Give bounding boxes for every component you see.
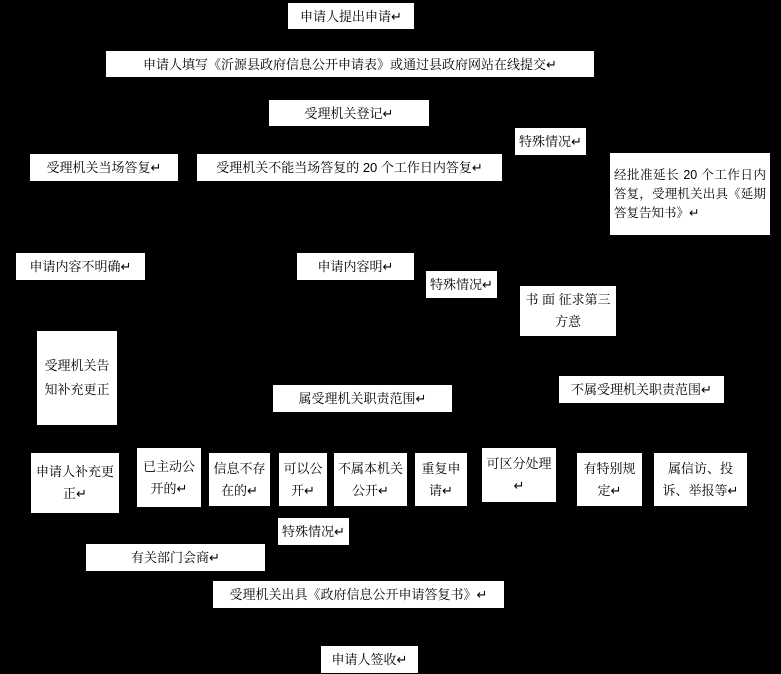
node-outside-agency-duty: 不属受理机关职责范围↵ [558,375,725,404]
node-within-agency-duty: 属受理机关职责范围↵ [272,384,453,413]
node-reply-on-site: 受理机关当场答复↵ [29,153,179,182]
node-consult-departments: 有关部门会商↵ [85,543,266,572]
node-reply-in-20-workdays: 受理机关不能当场答复的 20 个工作日内答复↵ [196,153,503,182]
node-fill-application-form: 申请人填写《沂源县政府信息公开申请表》或通过县政府网站在线提交↵ [105,50,595,78]
node-already-public: 已主动公开的↵ [136,447,202,508]
node-approved-extension-notice: 经批准延长 20 个工作日内答复，受理机关出具《延期答复告知书》↵ [609,152,771,236]
node-applicant-sign-receipt: 申请人签收↵ [320,645,419,674]
node-notify-supplement-correct: 受理机关告知补充更正 [36,330,118,426]
node-special-case-1: 特殊情况↵ [514,127,587,156]
node-duplicate-request: 重复申请↵ [414,452,468,507]
node-agency-register: 受理机关登记↵ [268,99,430,127]
node-info-not-exist: 信息不存在的↵ [208,452,271,507]
node-special-case-2: 特殊情况↵ [425,270,498,299]
node-not-this-agency: 不属本机关公开↵ [333,452,408,507]
node-applicant-supplement: 申请人补充更正↵ [30,452,120,514]
node-can-be-separated: 可区分处理↵ [481,447,557,503]
node-special-case-3: 特殊情况↵ [277,517,350,546]
node-letters-and-visits: 属信访、投诉、举报等↵ [653,452,748,507]
node-can-be-public: 可以公开↵ [278,452,328,507]
node-special-provision: 有特别规定↵ [576,452,643,507]
node-written-third-party-opinion: 书 面 征求第三方意 [519,285,617,337]
node-applicant-submit: 申请人提出申请↵ [287,2,415,30]
node-request-content-clear: 申请内容明↵ [296,252,415,281]
node-issue-reply-document: 受理机关出具《政府信息公开申请答复书》↵ [212,580,505,609]
node-request-content-unclear: 申请内容不明确↵ [15,252,146,281]
